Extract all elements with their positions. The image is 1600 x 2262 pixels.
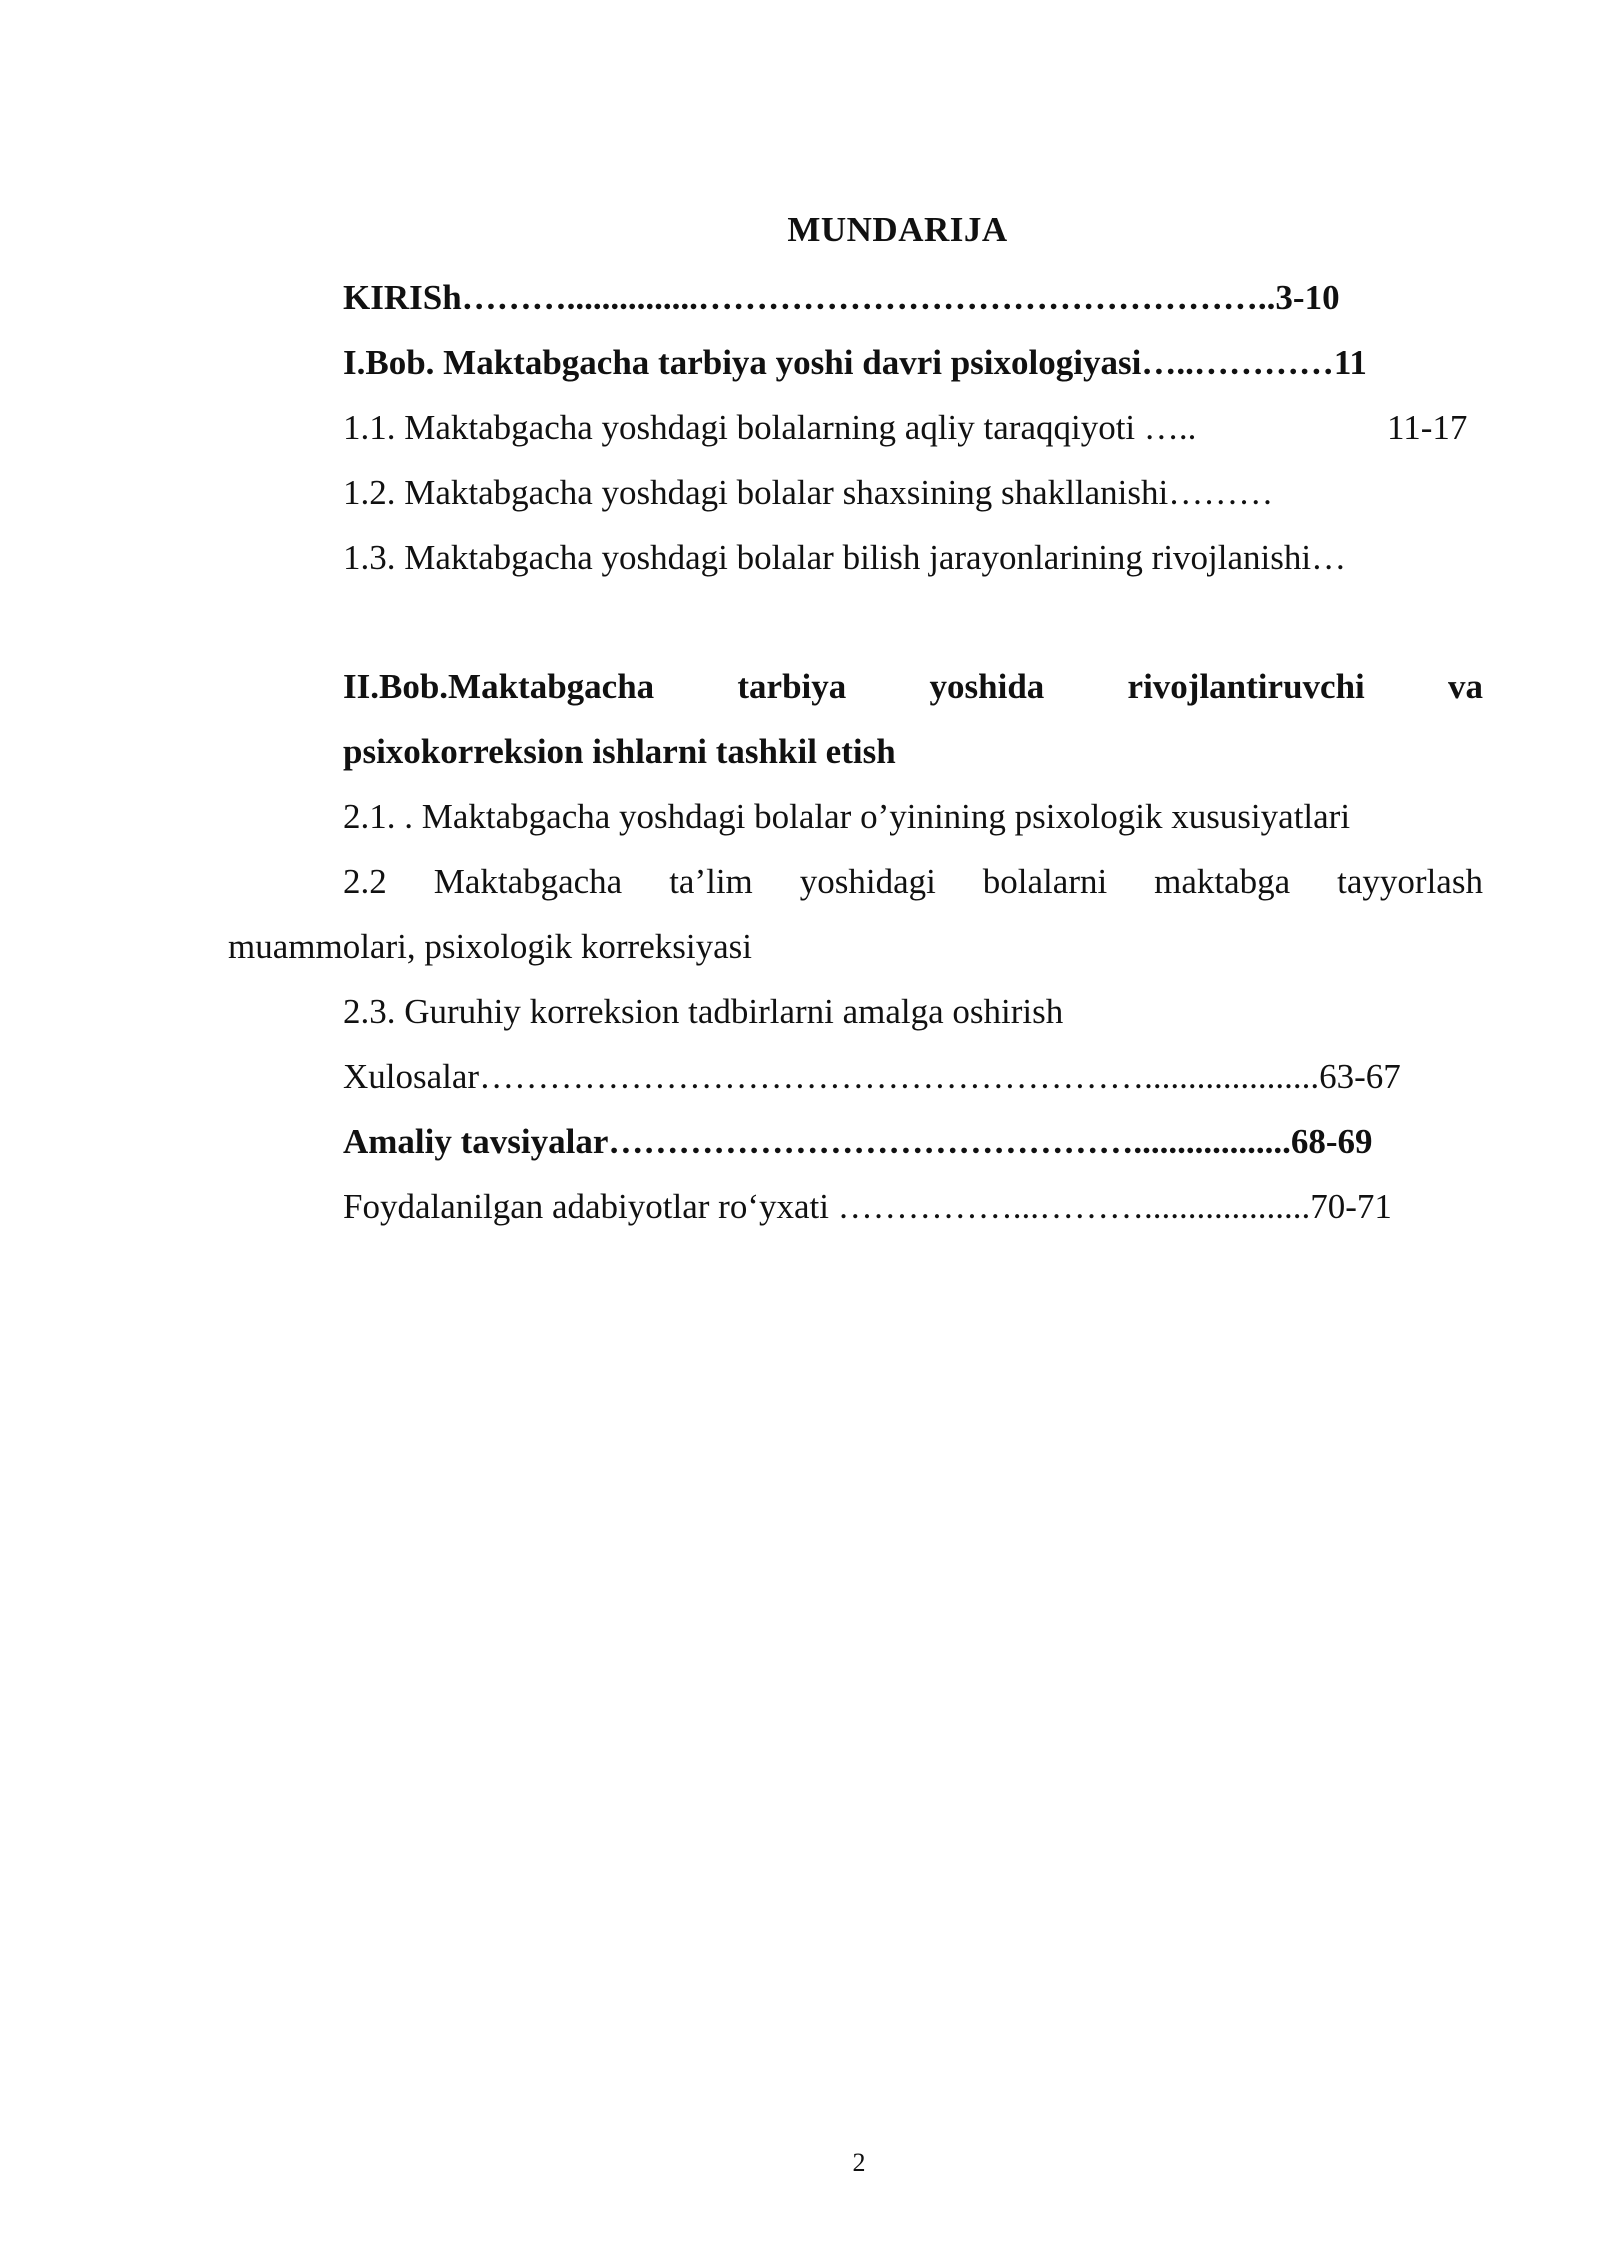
section-2-2-word: Maktabgacha (433, 862, 623, 901)
toc-entry-section-2-2-line-2: muammolari, psixologik korreksiyasi (228, 927, 752, 966)
toc-entry-amaliy-tavsiyalar: Amaliy tavsiyalar………………………………………..................68-69 (343, 1122, 1373, 1161)
toc-entry-chapter-2-line-2: psixokorreksion ishlarni tashkil etish (343, 732, 896, 771)
toc-entry-bibliography: Foydalanilgan adabiyotlar ro‘yxati ……………...………...................70-71 (343, 1187, 1392, 1226)
toc-entry-chapter-1: I.Bob. Maktabgacha tarbiya yoshi davri psixologiyasi…..…………11 (343, 343, 1367, 382)
toc-entry-section-2-2-line-1 (343, 860, 1483, 904)
toc-entry-section-1-2: 1.2. Maktabgacha yoshdagi bolalar shaxsining shakllanishi……… (343, 473, 1274, 512)
chapter-2-word: yoshida (929, 667, 1045, 706)
toc-entry-xulosalar: Xulosalar…………………………………………………....................63-67 (343, 1057, 1401, 1096)
page-number: 2 (852, 2148, 866, 2177)
section-2-2-word: 2.2 (343, 862, 387, 901)
section-1-1-pages: 11-17 (1387, 408, 1468, 447)
toc-entry-section-2-1: 2.1. . Maktabgacha yoshdagi bolalar o’yinining psixologik xususiyatlari (343, 797, 1351, 836)
section-1-1-title: 1.1. Maktabgacha yoshdagi bolalarning aqliy taraqqiyoti ….. (343, 408, 1197, 447)
page-title: MUNDARIJA (787, 210, 1008, 249)
chapter-2-word: tarbiya (737, 667, 847, 706)
chapter-2-word: II.Bob.Maktabgacha (343, 667, 655, 706)
section-2-2-word: ta’lim (669, 862, 753, 901)
toc-entry-section-1-3: 1.3. Maktabgacha yoshdagi bolalar bilish jarayonlarining rivojlanishi… (343, 538, 1347, 577)
toc-entry-kirish: KIRISh………...............…………………………………………..3-10 (343, 278, 1340, 317)
chapter-2-word: rivojlantiruvchi (1127, 667, 1365, 706)
section-2-2-word: yoshidagi (799, 862, 936, 901)
section-2-2-word: maktabga (1154, 862, 1291, 901)
section-2-2-word: tayyorlash (1337, 862, 1483, 901)
chapter-2-word: va (1448, 667, 1483, 706)
toc-entry-section-1-1 (343, 406, 1196, 450)
toc-entry-chapter-2-line-1 (343, 665, 1483, 709)
section-2-2-word: bolalarni (982, 862, 1108, 901)
toc-entry-section-2-3: 2.3. Guruhiy korreksion tadbirlarni amalga oshirish (343, 992, 1064, 1031)
